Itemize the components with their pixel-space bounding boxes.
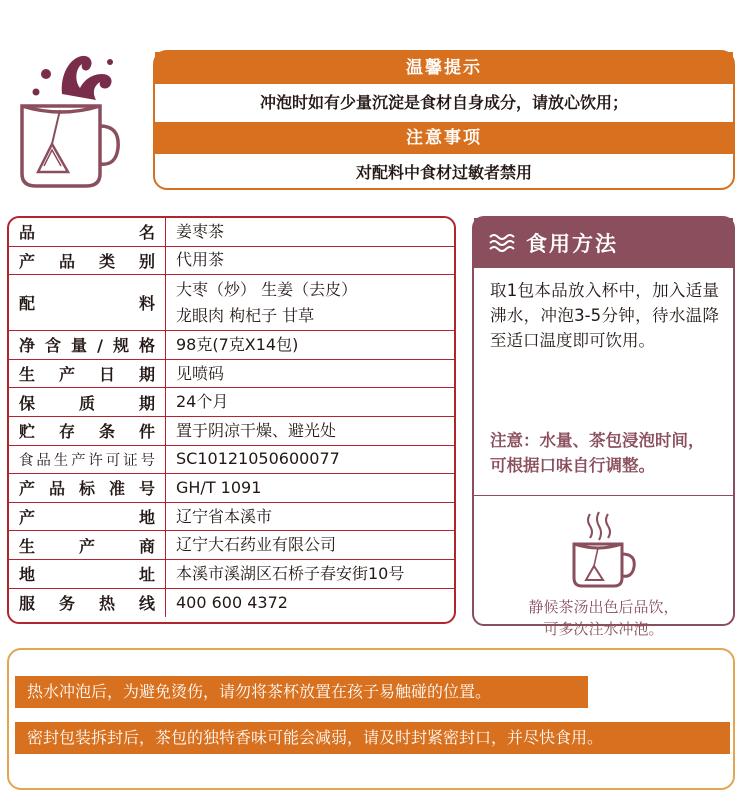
usage-panel — [472, 216, 735, 638]
product-info-table — [7, 216, 456, 624]
info-value: 代用茶 — [176, 250, 225, 270]
info-row-ingredients — [9, 275, 454, 331]
info-row-storage — [9, 417, 454, 446]
info-label: 净含量/规格 — [19, 336, 155, 356]
warning-line-2: 密封包装拆封后，茶包的独特香味可能会减弱，请及时封紧密封口，并尽快食用。 — [15, 722, 730, 754]
usage-note: 注意：水量、茶包浸泡时间，可根据口味自行调整。 — [474, 420, 733, 496]
info-value: 400 600 4372 — [176, 592, 288, 612]
info-label: 配料 — [19, 294, 155, 314]
info-value: 辽宁大石药业有限公司 — [176, 535, 337, 555]
info-value: GH/T 1091 — [176, 477, 262, 497]
info-row-origin — [9, 503, 454, 532]
tip-title: 温馨提示 — [155, 52, 733, 84]
info-row-standard — [9, 474, 454, 503]
info-row-production-date — [9, 360, 454, 389]
usage-instructions: 取1包本品放入杯中，加入适量沸水，冲泡3-5分钟，待水温降至适口温度即可饮用。 — [490, 281, 719, 350]
info-row-license — [9, 446, 454, 475]
info-row-address — [9, 560, 454, 589]
info-label: 产地 — [19, 508, 155, 528]
info-label: 生产日期 — [19, 365, 155, 385]
usage-tip-line1: 静候茶汤出色后品饮， — [528, 598, 679, 616]
tea-mug-splash-icon — [10, 44, 125, 194]
tip-text: 冲泡时如有少量沉淀是食材自身成分，请放心饮用； — [259, 93, 628, 112]
info-value: 大枣（炒） 生姜（去皮） — [176, 279, 358, 299]
info-row-shelf-life — [9, 388, 454, 417]
info-value: 98克(7克X14包) — [176, 334, 299, 354]
caution-text: 对配料中食材过敏者禁用 — [355, 163, 532, 182]
info-label: 品名 — [19, 223, 155, 243]
info-value: SC10121050600077 — [176, 449, 340, 469]
warning-line-1: 热水冲泡后，为避免烫伤，请勿将茶杯放置在孩子易触碰的位置。 — [15, 676, 588, 708]
hot-tea-mug-icon — [568, 510, 640, 590]
info-value: 辽宁省本溪市 — [176, 506, 273, 526]
info-row-name — [9, 218, 454, 247]
info-label: 地址 — [19, 565, 155, 585]
info-label: 保质期 — [19, 393, 155, 413]
usage-tip-line2: 可多次注水冲泡。 — [543, 620, 664, 638]
info-value-line2: 龙眼肉 枸杞子 甘草 — [176, 305, 315, 325]
info-value: 本溪市溪湖区石桥子春安街10号 — [176, 563, 405, 583]
caution-title: 注意事项 — [155, 122, 733, 154]
info-label: 服务热线 — [19, 594, 155, 614]
usage-title: 食用方法 — [526, 232, 618, 256]
info-row-net-content — [9, 331, 454, 360]
info-label: 生产商 — [19, 536, 155, 556]
info-row-hotline — [9, 589, 454, 618]
info-value: 见喷码 — [176, 363, 225, 383]
info-value: 姜枣茶 — [176, 221, 225, 241]
info-label: 食品生产许可证号 — [19, 452, 155, 469]
info-label: 产品标准号 — [19, 479, 155, 499]
info-value: 置于阴凉干燥、避光处 — [176, 420, 337, 440]
warning-panel — [7, 648, 735, 790]
info-value: 24个月 — [176, 392, 229, 412]
info-label: 贮存条件 — [19, 422, 155, 442]
info-label: 产品类别 — [19, 251, 155, 271]
info-row-category — [9, 247, 454, 276]
notice-panel — [153, 50, 735, 190]
info-row-manufacturer — [9, 531, 454, 560]
steam-waves-icon — [488, 232, 518, 254]
